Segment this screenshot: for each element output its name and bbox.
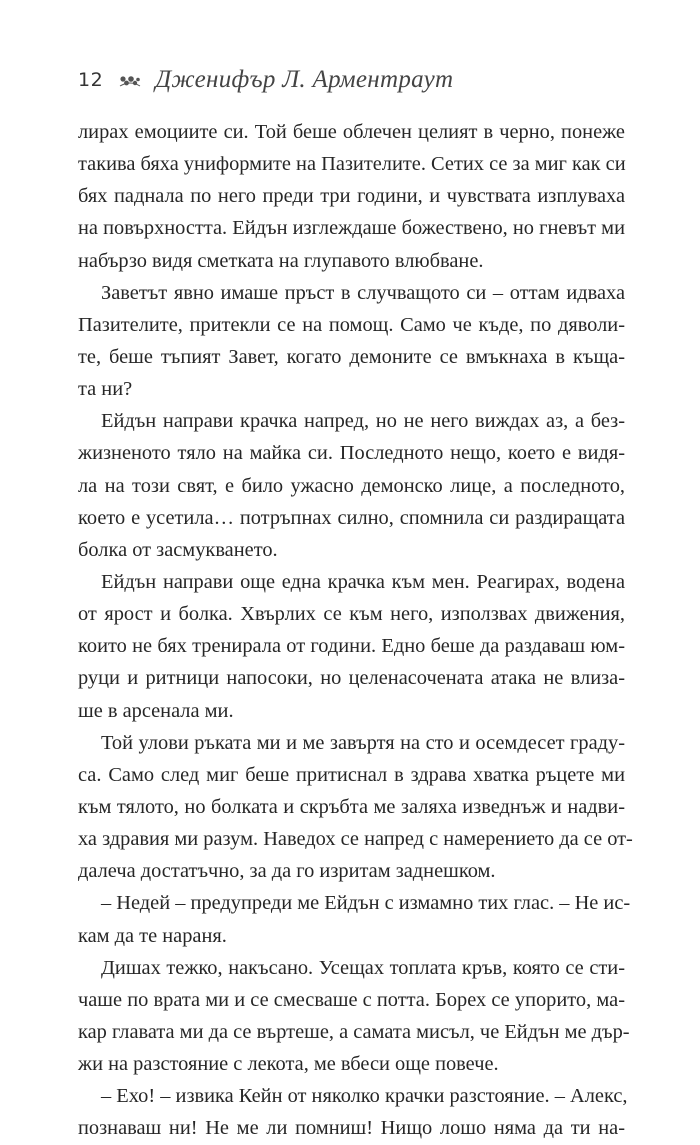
text-line: Той улови ръката ми и ме завъртя на сто и осемдесет граду- xyxy=(101,731,625,754)
body-text xyxy=(78,116,633,1145)
text-line: са. Само след миг беше притиснал в здрава хватка ръцете ми xyxy=(78,763,625,786)
text-line: Ейдън направи още една крачка към мен. Реагирах, водена xyxy=(101,570,625,593)
text-line: лирах емоциите си. Той беше облечен целият в черно, понеже xyxy=(78,121,625,143)
text-line: такива бяха униформите на Пазителите. Сетих се за миг как си xyxy=(78,153,626,176)
text-line: далеча достатъчно, за да го изритам заднешком. xyxy=(78,860,496,883)
text-line: руци и ритници напосоки, но целенасочената атака не влиза- xyxy=(78,667,625,690)
text-line: те, беше тъпият Завет, когато демоните се вмъкнаха в къща- xyxy=(78,345,625,368)
text-line: Ейдън направи крачка напред, но не него виждах аз, а без- xyxy=(101,410,625,433)
text-line: болка от засмукването. xyxy=(78,538,278,561)
text-line: кам да те нараня. xyxy=(78,924,227,947)
text-line: към тялото, но болката и скръбта ме заляха изведнъж и надви- xyxy=(78,795,625,818)
page-number: 12 xyxy=(78,69,104,91)
text-line: ла на този свят, е било ужасно демонско лице, а последното, xyxy=(78,474,625,497)
text-line: жи на разстояние с лекота, ме вбеси още повече. xyxy=(78,1053,499,1076)
text-line: Пазителите, притекли се на помощ. Само че къде, по дяволи- xyxy=(78,313,625,336)
text-line: бях паднала по него преди три години, и чувствата изплуваха xyxy=(78,185,625,208)
text-line: ше в арсенала ми. xyxy=(78,699,234,722)
floral-ornament-icon xyxy=(119,73,141,87)
text-line: които не бях тренирала от години. Едно беше да раздаваш юм- xyxy=(78,635,625,658)
text-line: познаваш ни! Не ме ли помниш! Нищо лошо няма да ти на- xyxy=(78,1117,625,1140)
page-header xyxy=(78,64,453,96)
text-line: ха здравия ми разум. Наведох се напред с намерението да се от- xyxy=(78,828,633,851)
text-line: което е усетила… потръпнах силно, спомнила си раздиращата xyxy=(78,506,625,529)
text-line: Заветът явно имаше пръст в случващото си – оттам идваха xyxy=(101,281,625,304)
text-line: – Ехо! – извика Кейн от няколко крачки разстояние. – Алекс, xyxy=(101,1085,628,1108)
text-line: жизненото тяло на майка си. Последното нещо, което е видя- xyxy=(78,442,625,465)
text-line: та ни? xyxy=(78,378,133,401)
text-line: Дишах тежко, накъсано. Усещах топлата кръв, която се сти- xyxy=(101,956,625,979)
text-line: кар главата ми да се въртеше, а самата мисъл, че Ейдън ме дър- xyxy=(78,1020,630,1043)
text-line: чаше по врата ми и се смесваше с потта. Борех се упорито, ма- xyxy=(78,988,625,1011)
text-line: от ярост и болка. Хвърлих се към него, използвах движения, xyxy=(78,603,625,626)
text-line: набързо видя сметката на глупавото влюбване. xyxy=(78,249,484,272)
running-head-author: Дженифър Л. Арментраут xyxy=(155,66,454,93)
text-line: на повърхността. Ейдън изглеждаше божествено, но гневът ми xyxy=(78,217,625,240)
text-line: – Недей – предупреди ме Ейдън с измамно тих глас. – Не ис- xyxy=(101,892,631,915)
